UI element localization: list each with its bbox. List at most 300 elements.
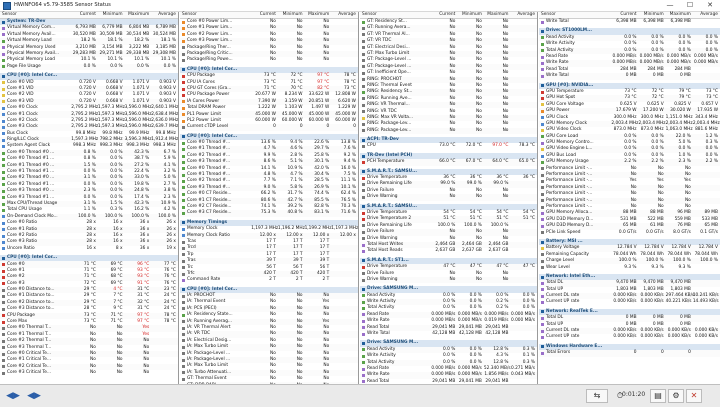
- value-minimum: 16 x: [113, 226, 123, 232]
- value-maximum: 16.2 %: [134, 207, 150, 213]
- sensor-label: Core #0 Thermal T...: [7, 325, 52, 331]
- value-minimum: No: [476, 82, 482, 88]
- value-current: 28 x: [86, 226, 96, 232]
- value-maximum: No: [323, 331, 330, 337]
- sensor-group-icon: [182, 221, 185, 224]
- sensor-name: [539, 211, 611, 215]
- temperature-icon: [362, 212, 365, 215]
- sensor-label: Tcas: [187, 238, 197, 244]
- value-current: No: [630, 191, 637, 197]
- clock-icon: [2, 126, 5, 129]
- sensor-label: Drive: SAMSUNG M...: [367, 286, 419, 292]
- value-minimum: 0: [299, 124, 303, 130]
- value-minimum: 72 °C: [651, 95, 664, 101]
- sensor-group-icon: [2, 257, 5, 260]
- column-header-maximum[interactable]: Maximum: [487, 11, 509, 17]
- value-minimum: 284 MB: [647, 66, 664, 72]
- status-icon: [182, 359, 185, 362]
- sensor-name: [180, 246, 251, 250]
- sensor-label: Windows Hardware E...: [546, 343, 603, 349]
- value-current: 29,283 MB: [72, 51, 96, 56]
- value-current: 0.000 MB/s: [431, 318, 456, 324]
- sensor-label: System: TR-Dev: [7, 19, 46, 25]
- sensor-label: Core #3 Thread #...: [187, 159, 231, 165]
- value-maximum: No: [502, 82, 509, 88]
- column-header-average[interactable]: Average: [158, 11, 176, 17]
- value-average: 78.044 Wh: [694, 251, 718, 257]
- value-maximum: 52.340 MB/s: [483, 365, 511, 371]
- maximize-button[interactable]: ☐: [686, 1, 694, 9]
- usage-icon: [2, 196, 5, 199]
- sensor-label: PCH Temperature: [367, 159, 405, 165]
- value-maximum: 0 MB: [680, 315, 691, 321]
- value-average: 0.0 %: [705, 41, 718, 47]
- column-header-current[interactable]: Current: [259, 11, 276, 17]
- value-maximum: No: [502, 76, 509, 82]
- value-maximum: No: [502, 89, 509, 95]
- sensor-group-icon: [2, 75, 5, 78]
- value-maximum: 25.8 %: [314, 152, 330, 158]
- value-minimum: 68 °C: [110, 274, 123, 280]
- sensor-label: Core #1 VID: [7, 85, 34, 91]
- value-current: No: [270, 331, 276, 337]
- sensor-name: [360, 90, 431, 94]
- value-minimum: 0.000 MB/s: [639, 54, 664, 59]
- sensor-panel-4[interactable]: [539, 12, 720, 384]
- sensor-row[interactable]: [0, 370, 178, 376]
- sensor-label: Core #1 Thread #...: [187, 172, 231, 178]
- value-minimum: 0.0 GT/s: [645, 229, 664, 235]
- column-header-maximum[interactable]: Maximum: [128, 11, 150, 17]
- column-header[interactable]: [0, 12, 178, 19]
- sensor-name: [180, 352, 251, 356]
- sensor-name: [360, 176, 431, 180]
- status-icon: [182, 46, 185, 49]
- sensor-name: [360, 97, 431, 101]
- sensor-label: Current DL rate: [546, 293, 580, 299]
- column-header-average[interactable]: Average: [517, 11, 535, 17]
- value-average: 73 °C: [705, 95, 718, 101]
- data-icon: [362, 313, 365, 316]
- value-minimum: 2,637 GB: [461, 248, 482, 254]
- value-current: 73 °C: [624, 95, 637, 101]
- sensor-name: [180, 313, 251, 317]
- value-current: 0.0 %: [443, 353, 456, 359]
- value-current: 17 T: [266, 251, 276, 257]
- sensor-label: GPU Core Load: [546, 133, 579, 139]
- value-current: No: [270, 305, 276, 311]
- value-current: 7.390 W: [257, 98, 276, 104]
- value-minimum: No: [296, 44, 303, 50]
- sensor-label: GT: VR Thermal Al...: [367, 31, 410, 37]
- sensor-name: [539, 61, 611, 65]
- sensor-label: Trc: [187, 264, 194, 270]
- sensor-label: IA: VR TDC: [187, 331, 211, 337]
- column-header-sensor[interactable]: Sensor: [541, 11, 556, 17]
- sensor-label: GPU D3D Memory D...: [546, 216, 594, 222]
- column-header-minimum[interactable]: Minimum: [461, 11, 482, 17]
- value-maximum: 29,041 MB: [485, 324, 509, 330]
- sensor-name: [0, 119, 71, 123]
- value-maximum: 100.0 %: [673, 258, 691, 264]
- value-average: 13.8 %: [340, 140, 356, 146]
- sensor-name: [539, 231, 611, 235]
- value-current: No: [630, 203, 637, 209]
- value-average: 0.657 V: [701, 101, 718, 107]
- sensor-label: Write Activity: [546, 41, 575, 47]
- sensor-label: PL2 Power Limit: [187, 117, 222, 123]
- value-maximum: Yes: [142, 331, 150, 337]
- data-icon: [541, 317, 544, 320]
- status-icon: [182, 365, 185, 368]
- sensor-label: Network: RealTek E...: [546, 308, 598, 314]
- value-average: 2.2 %: [705, 159, 718, 165]
- sensor-label: Virtual Memory Load: [7, 38, 52, 44]
- power-icon: [182, 40, 185, 43]
- status-icon: [2, 346, 5, 349]
- sensor-label: GT: Thermal Event: [187, 376, 227, 382]
- window-title: HWiNFO64 v5.79-3585 Sensor Status: [14, 1, 111, 8]
- value-maximum: 96 °C: [137, 261, 150, 267]
- value-current: No: [270, 31, 276, 37]
- usage-icon: [2, 59, 5, 62]
- value-average: 71.6 %: [340, 210, 356, 216]
- sensor-row[interactable]: [539, 350, 720, 356]
- value-average: 100.0 %: [700, 258, 718, 264]
- value-maximum: 39 T: [319, 258, 330, 264]
- value-minimum: No: [296, 318, 303, 324]
- status-icon: [182, 371, 185, 374]
- data-icon: [541, 352, 544, 355]
- column-header-current[interactable]: Current: [620, 11, 637, 17]
- value-current: No: [90, 338, 96, 344]
- sensor-label: Core #0 Critical Te...: [7, 350, 52, 356]
- status-icon: [541, 206, 544, 209]
- sensor-label: IA: Thermal Event: [187, 299, 226, 305]
- status-icon: [182, 378, 185, 381]
- sensor-label: ACPI: TR-Dev: [367, 137, 399, 143]
- sensor-name: [360, 46, 431, 50]
- value-average: 7.5 %: [343, 172, 356, 178]
- value-current: 0.720 V: [79, 92, 96, 98]
- data-icon: [541, 295, 544, 298]
- sensor-name: [180, 253, 251, 257]
- status-icon: [182, 247, 185, 250]
- sensor-name: [0, 164, 71, 168]
- sensor-name: [0, 196, 71, 200]
- status-icon: [362, 53, 365, 56]
- sensor-label: RING: Package-Lev...: [367, 127, 412, 133]
- column-header-sensor[interactable]: Sensor: [2, 11, 17, 17]
- sensor-name: [180, 46, 251, 50]
- value-average: 0.3 %: [522, 359, 535, 365]
- sensor-name: [360, 170, 431, 174]
- minimize-button[interactable]: —: [666, 1, 674, 9]
- value-minimum: 7.1 %: [290, 178, 303, 184]
- close-sensors-icon[interactable]: ✕: [686, 389, 702, 403]
- usage-icon: [182, 193, 185, 196]
- value-maximum: 36 x: [139, 245, 150, 251]
- sensor-name: [539, 173, 611, 177]
- sensor-label: Total Activity: [367, 359, 395, 365]
- value-maximum: 3,596.0 MHz: [124, 117, 152, 123]
- sensor-label: GPU Hot Spot: [546, 95, 576, 101]
- sensor-name: [180, 377, 251, 381]
- sensor-label: Uncore Ratio: [7, 245, 35, 251]
- value-minimum: 2.2 %: [651, 159, 664, 165]
- power-icon: [182, 107, 185, 110]
- data-icon: [362, 368, 365, 371]
- sensor-name: [360, 39, 431, 43]
- value-minimum: 0.0 %: [651, 146, 664, 152]
- value-average: 47 °C: [523, 264, 535, 270]
- value-average: 29,308 MB: [152, 51, 176, 56]
- sensor-label: Performance Limit -...: [546, 165, 593, 171]
- value-current: 71 °C: [83, 267, 96, 273]
- clock-icon: [182, 228, 185, 231]
- value-maximum: 26.9 %: [314, 184, 330, 190]
- clock-icon: [2, 107, 5, 110]
- value-maximum: Yes: [683, 178, 691, 184]
- value-maximum: No: [684, 172, 691, 178]
- sensor-group-icon: [182, 68, 185, 71]
- value-current: 0 MB: [625, 315, 637, 321]
- value-minimum: 17.200 W: [643, 108, 664, 114]
- sensor-label: Core #2 C7 Reside...: [187, 203, 232, 209]
- value-maximum: No: [323, 356, 330, 362]
- value-maximum: 5.0 %: [678, 140, 691, 146]
- column-header[interactable]: [539, 12, 720, 19]
- usage-icon: [182, 148, 185, 151]
- settings-gear-icon[interactable]: ⚙: [668, 389, 684, 403]
- clock-icon: [541, 123, 544, 126]
- value-maximum: 0.0 %: [678, 41, 691, 47]
- sensor-name: [180, 205, 251, 209]
- value-current: No: [90, 370, 96, 376]
- sensor-name: [539, 335, 611, 339]
- column-header-current[interactable]: Current: [439, 11, 456, 17]
- column-header-minimum[interactable]: Minimum: [102, 11, 123, 17]
- data-icon: [541, 142, 544, 145]
- value-minimum: No: [116, 350, 123, 356]
- status-icon: [2, 333, 5, 336]
- sensor-name: [539, 186, 611, 190]
- value-maximum: 17 T: [319, 245, 330, 251]
- value-minimum: 16 x: [113, 220, 123, 226]
- sensor-label: Current UP rate: [546, 299, 580, 305]
- sensor-name: [180, 26, 251, 30]
- value-current: 65 MB: [623, 223, 637, 229]
- usage-icon: [182, 167, 185, 170]
- value-current: 100.0 %: [437, 222, 456, 228]
- value-maximum: No: [502, 31, 509, 37]
- sensor-label: Drive Remaining Life: [367, 222, 412, 228]
- sensor-label: Core #0 Distance to...: [7, 287, 55, 293]
- value-minimum: No: [476, 270, 482, 276]
- network-icon[interactable]: ⇆: [586, 389, 608, 403]
- sensor-panel-1[interactable]: [0, 12, 179, 384]
- value-current: 1,803 MB: [616, 286, 637, 292]
- value-average: 89 MB: [704, 210, 718, 216]
- value-current: 73 °C: [624, 88, 637, 94]
- sensor-name: [0, 26, 71, 30]
- sensor-name: [180, 113, 251, 117]
- value-minimum: No: [476, 19, 482, 25]
- value-minimum: 0.0 %: [651, 41, 664, 47]
- sensor-label: Current DL rate: [546, 328, 580, 334]
- column-header-current[interactable]: Current: [79, 11, 96, 17]
- value-minimum: 31.7 %: [287, 191, 303, 197]
- data-icon: [541, 212, 544, 215]
- clock-icon: [541, 155, 544, 158]
- value-current: 531 MB: [620, 216, 637, 222]
- usage-icon: [541, 36, 544, 39]
- value-maximum: No: [323, 305, 330, 311]
- value-current: Yes: [629, 178, 637, 184]
- value-current: 0.0 %: [624, 47, 637, 53]
- sensor-label: Battery Voltage: [546, 245, 580, 251]
- value-average: 0: [353, 124, 356, 130]
- close-button[interactable]: ✕: [707, 1, 713, 9]
- value-average: 0.000 KB/s: [694, 334, 718, 340]
- value-minimum: 1,597.3 MHz: [97, 105, 125, 111]
- value-minimum: 69 °C: [110, 280, 123, 286]
- value-maximum: 3,596.3 MHz: [124, 137, 152, 143]
- value-average: 1.229 W: [338, 105, 356, 111]
- value-maximum: No: [684, 165, 691, 171]
- value-current: 99.8 MHz: [75, 130, 96, 136]
- value-maximum: 93 °C: [137, 267, 150, 273]
- value-minimum: No: [296, 331, 303, 337]
- value-current: 1.1 %: [83, 207, 96, 213]
- status-icon: [362, 279, 365, 282]
- value-average: 2,639.7 MHz: [151, 124, 179, 130]
- column-header-minimum[interactable]: Minimum: [643, 11, 664, 17]
- sensor-label: IA Cores Power: [187, 98, 220, 104]
- value-minimum: No: [296, 305, 303, 311]
- sensor-name: [0, 352, 71, 356]
- column-header-maximum[interactable]: Maximum: [308, 11, 330, 17]
- sensor-name: [180, 100, 251, 104]
- column-header[interactable]: [360, 12, 537, 19]
- value-current: 6,793 MB: [75, 25, 96, 31]
- value-average: 2,003.4 MHz: [692, 120, 720, 126]
- value-maximum: 9.3 %: [678, 264, 691, 270]
- column-header-average[interactable]: Average: [700, 11, 718, 17]
- value-current: 998.3 MHz: [73, 143, 96, 149]
- value-average: 6.620 W: [338, 98, 356, 104]
- status-icon: [182, 301, 185, 304]
- sensor-panel-3[interactable]: [360, 12, 538, 384]
- value-minimum: No: [476, 38, 482, 44]
- sensor-label: Total UP: [546, 321, 564, 327]
- value-minimum: 6,398 MB: [643, 19, 664, 25]
- value-maximum: 0.000 MB/s: [484, 311, 509, 317]
- sensor-label: IA: Residency State...: [187, 312, 233, 318]
- column-header-minimum[interactable]: Minimum: [282, 11, 303, 17]
- sensor-label: Performance Limit -...: [546, 172, 593, 178]
- title-bar: [0, 0, 720, 12]
- sensor-label: Total UP: [546, 286, 564, 292]
- status-icon: [362, 272, 365, 275]
- value-minimum: 2,003.4 MHz: [638, 120, 666, 126]
- status-icon: [362, 65, 365, 68]
- value-maximum: No: [323, 325, 330, 331]
- value-maximum: 32 °C: [137, 299, 150, 305]
- value-maximum: 42.3 %: [134, 200, 150, 206]
- value-current: No: [449, 89, 456, 95]
- sensor-name: [360, 361, 431, 365]
- value-minimum: Yes: [656, 178, 664, 184]
- value-minimum: No: [476, 63, 482, 69]
- value-current: No: [270, 19, 276, 25]
- temperature-icon: [182, 81, 185, 84]
- value-average: 78 °C: [163, 312, 176, 318]
- sensor-label: Core Max: [7, 319, 28, 325]
- voltage-icon: [362, 117, 365, 120]
- sensor-name: [0, 326, 71, 330]
- sensor-label: GT: Residency St...: [367, 19, 407, 25]
- status-icon: [362, 183, 365, 186]
- usage-icon: [2, 190, 5, 193]
- sensor-name: [0, 33, 71, 37]
- sensor-label: Drive Warning: [367, 235, 398, 241]
- column-header[interactable]: [180, 12, 358, 19]
- sensor-name: [0, 339, 71, 343]
- sensor-label: Core #1 Thread #1 ...: [7, 169, 55, 175]
- sensor-name: [180, 278, 251, 282]
- value-maximum: 97.0 °C: [492, 143, 509, 149]
- status-icon: [2, 365, 5, 368]
- value-minimum: 9.3 %: [651, 264, 664, 270]
- value-current: No: [270, 337, 276, 343]
- sensor-label: CPU [#0]: Intel Cor...: [187, 66, 238, 72]
- column-header-sensor[interactable]: Sensor: [362, 11, 377, 17]
- sensor-name: [539, 192, 611, 196]
- column-header-maximum[interactable]: Maximum: [669, 11, 691, 17]
- sensor-name: [539, 122, 611, 126]
- sensor-group-icon: [362, 259, 365, 262]
- value-maximum: 97 °C: [137, 312, 150, 318]
- column-header-sensor[interactable]: Sensor: [182, 11, 197, 17]
- sensor-name: [180, 173, 251, 177]
- status-icon: [182, 53, 185, 56]
- sensor-label: CPU GT Cores (Gra...: [187, 85, 232, 91]
- sensor-panel-2[interactable]: [180, 12, 359, 384]
- column-header-average[interactable]: Average: [338, 11, 356, 17]
- sensor-name: [360, 278, 431, 282]
- value-maximum: 22.0 %: [675, 133, 691, 139]
- voltage-icon: [2, 100, 5, 103]
- value-maximum: 0.0 %: [678, 47, 691, 53]
- sensor-name: [180, 93, 251, 97]
- value-current: 29 °C: [83, 299, 96, 305]
- sensor-group-icon: [362, 288, 365, 291]
- scroll-arrows-left-button[interactable]: ◀▶: [6, 390, 20, 401]
- sensor-name: [360, 332, 431, 336]
- value-minimum: 69 °C: [110, 261, 123, 267]
- value-average: 0.903 V: [159, 79, 176, 85]
- value-maximum: No: [323, 44, 330, 50]
- value-maximum: 1.071 V: [132, 79, 150, 85]
- value-maximum: 1,151.0 MHz: [665, 114, 693, 120]
- scroll-arrows-right-button[interactable]: ◀▶: [27, 390, 41, 401]
- report-icon[interactable]: ▤: [650, 389, 666, 403]
- status-icon: [362, 59, 365, 62]
- sensor-name: [0, 307, 71, 311]
- value-minimum: No: [476, 121, 482, 127]
- value-minimum: 72 °C: [651, 88, 664, 94]
